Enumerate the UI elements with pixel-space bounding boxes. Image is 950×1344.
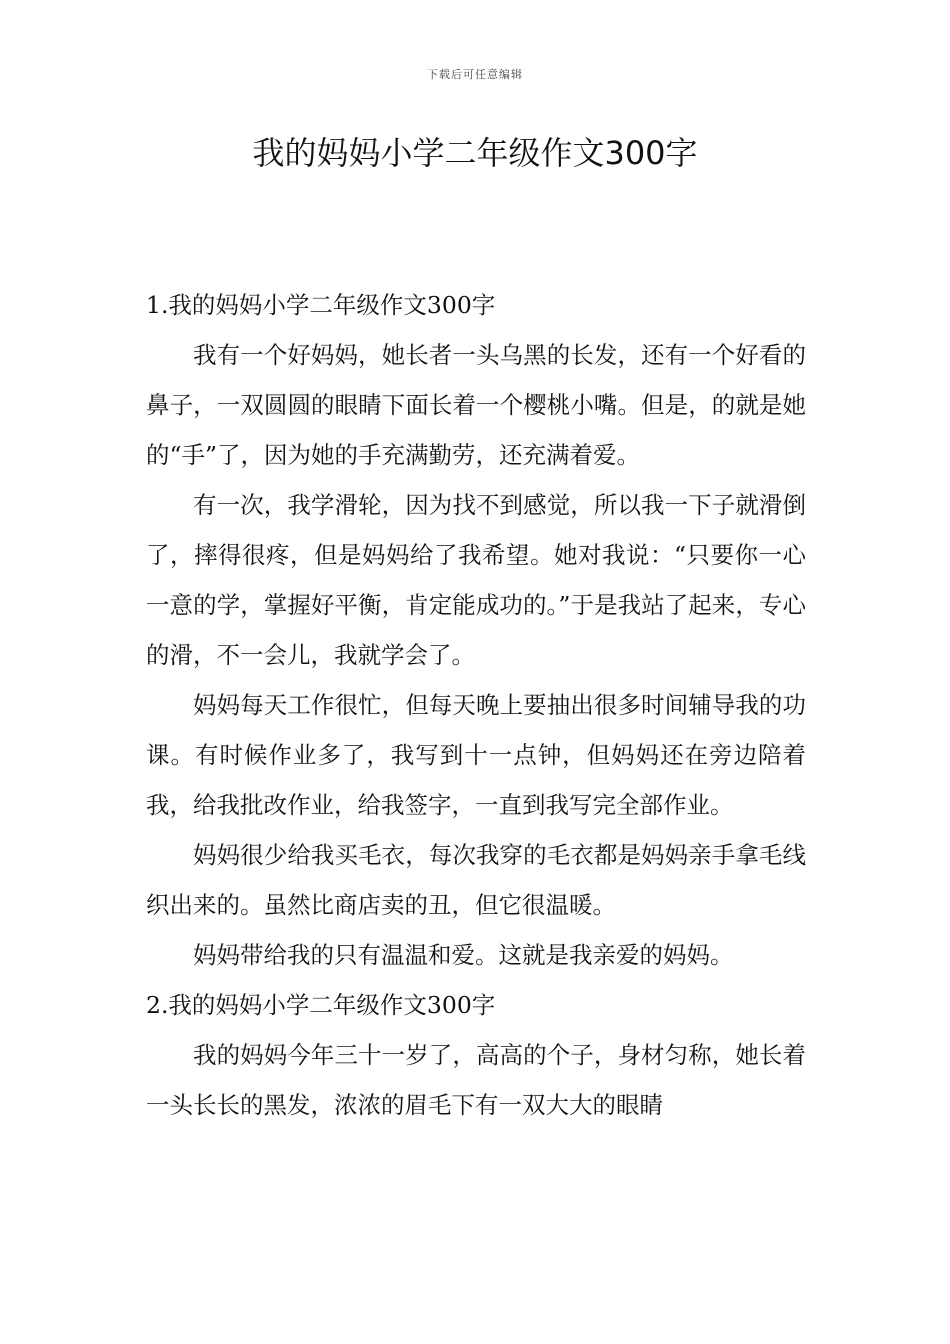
header-note: 下载后可任意编辑	[427, 68, 523, 81]
paragraph: 我的妈妈今年三十一岁了，高高的个子，身材匀称，她长着一头长长的黑发，浓浓的眉毛下有一双大大的眼睛	[146, 1041, 806, 1119]
paragraph: 妈妈很少给我买毛衣，每次我穿的毛衣都是妈妈亲手拿毛线织出来的。虽然比商店卖的丑，但它很温暖。	[146, 841, 806, 919]
paragraph: 我有一个好妈妈，她长者一头乌黑的长发，还有一个好看的鼻子，一双圆圆的眼睛下面长着一个樱桃小嘴。但是，的就是她的“手”了，因为她的手充满勤劳，还充满着爱。	[146, 341, 806, 469]
section-heading: 1.我的妈妈小学二年级作文300字	[146, 291, 496, 319]
section-heading: 2.我的妈妈小学二年级作文300字	[146, 991, 496, 1019]
paragraph: 妈妈每天工作很忙，但每天晚上要抽出很多时间辅导我的功课。有时候作业多了，我写到十一点钟，但妈妈还在旁边陪着我，给我批改作业，给我签字，一直到我写完全部作业。	[146, 691, 806, 819]
paragraph: 妈妈带给我的只有温温和爱。这就是我亲爱的妈妈。	[193, 941, 734, 969]
paragraph: 有一次，我学滑轮，因为找不到感觉，所以我一下子就滑倒了，摔得很疼，但是妈妈给了我希望。她对我说：“只要你一心一意的学，掌握好平衡，肯定能成功的。”于是我站了起来，专心的滑，不一会儿，我就学会了。	[146, 491, 806, 669]
document-title: 我的妈妈小学二年级作文300字	[252, 134, 698, 172]
document-body	[146, 280, 806, 1130]
